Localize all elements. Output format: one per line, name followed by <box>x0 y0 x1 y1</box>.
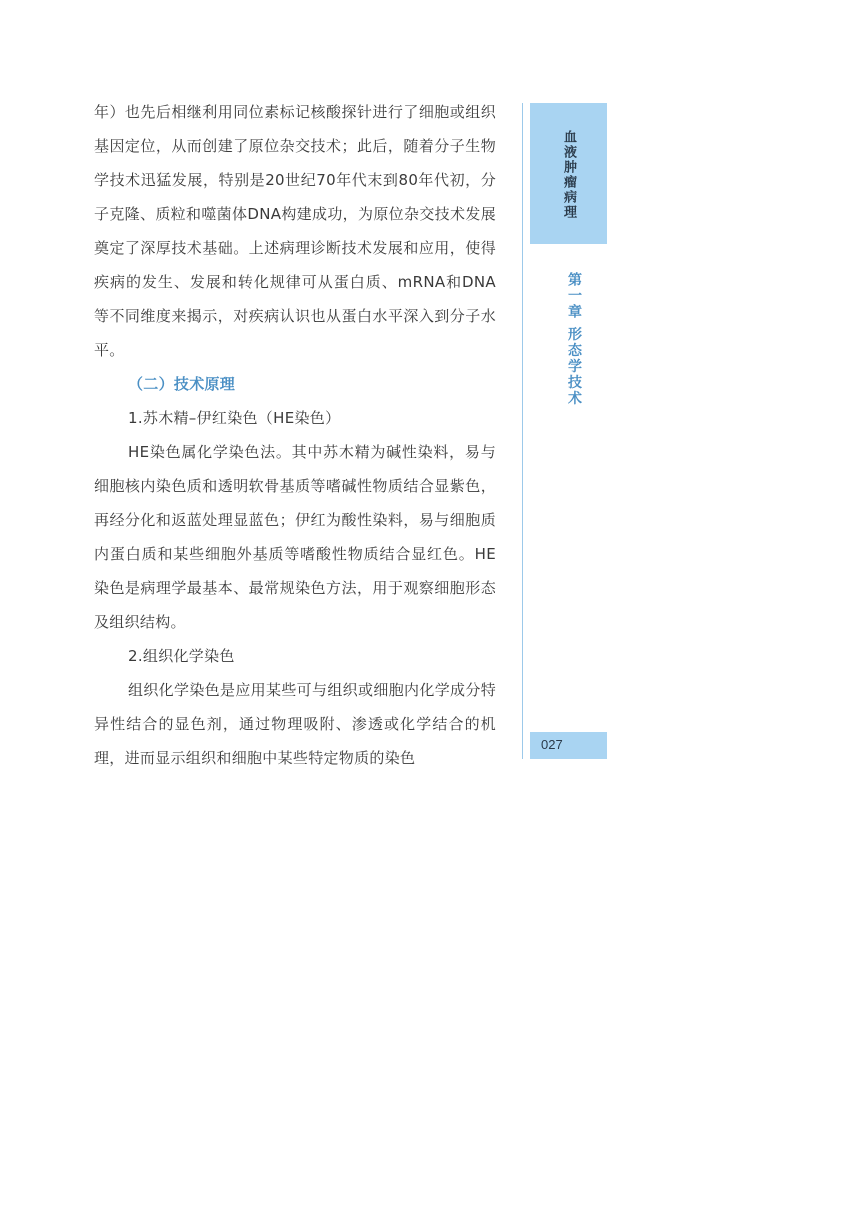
chapter-label: 第一章 形态学技术 <box>566 272 582 407</box>
paragraph-he-stain: HE染色属化学染色法。其中苏木精为碱性染料，易与细胞核内染色质和透明软骨基质等嗜碱性物质结合显紫色，再经分化和返蓝处理显蓝色；伊红为酸性染料，易与细胞质内蛋白质和某些细胞外基质等嗜酸性物质结合显红色。HE染色是病理学最基本、最常规染色方法，用于观察细胞形态及组织结构。 <box>94 443 496 631</box>
page-number-tab <box>530 732 607 759</box>
paragraph-history: 年）也先后相继利用同位素标记核酸探针进行了细胞或组织基因定位，从而创建了原位杂交技术；此后，随着分子生物学技术迅猛发展，特别是20世纪70年代末到80年代初，分子克隆、质粒和噬菌体DNA构建成功，为原位杂交技术发展奠定了深厚技术基础。上述病理诊断技术发展和应用，使得疾病的发生、发展和转化规律可从蛋白质、mRNA和DNA等不同维度来揭示，对疾病认识也从蛋白水平深入到分子水平。 <box>94 103 496 359</box>
subheading-he-stain: 1.苏木精–伊红染色（HE染色） <box>128 409 341 427</box>
section-heading-principles: （二）技术原理 <box>128 375 236 393</box>
margin-divider-line <box>522 103 523 759</box>
paragraph-histochemical-stain: 组织化学染色是应用某些可与组织或细胞内化学成分特异性结合的显色剂，通过物理吸附、渗透或化学结合的机理，进而显示组织和细胞中某些特定物质的染色 <box>94 681 496 767</box>
book-title: 血液肿瘤病理 <box>561 130 576 220</box>
page-number: 027 <box>541 737 563 752</box>
main-text-column <box>94 95 496 775</box>
book-title-tab <box>530 103 607 244</box>
subheading-histochemical-stain: 2.组织化学染色 <box>128 647 235 665</box>
